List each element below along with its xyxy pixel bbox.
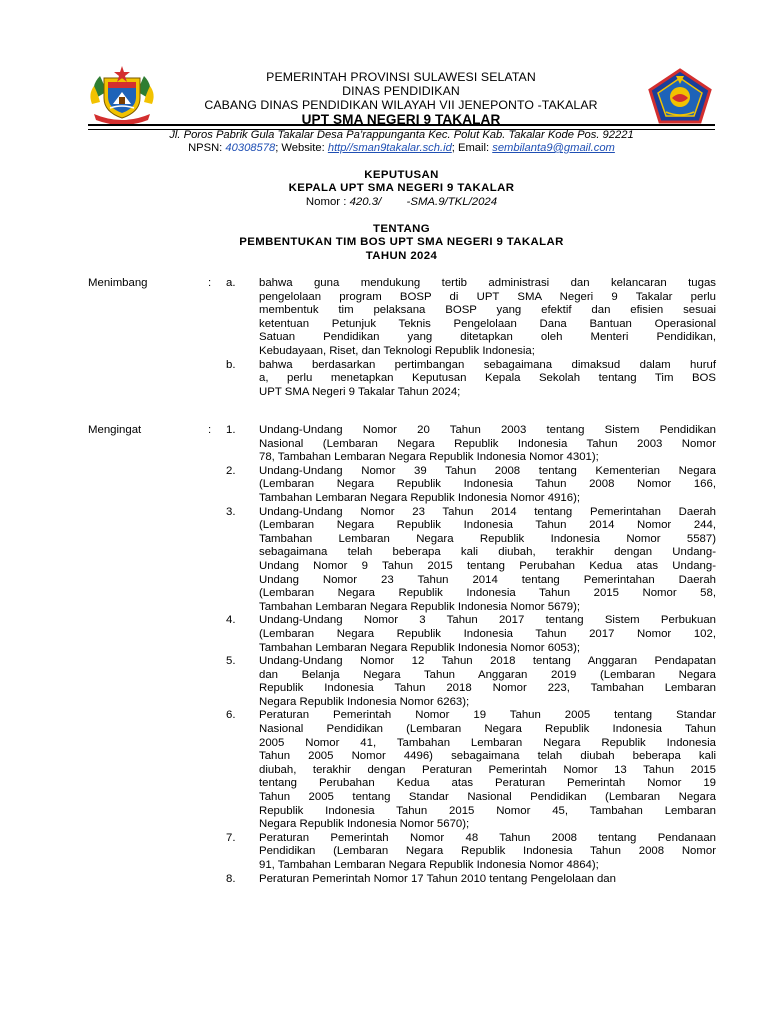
section-label: Mengingat (88, 424, 142, 436)
letterhead (86, 64, 716, 126)
item-text (259, 832, 716, 873)
text-line: (Lembaran Negara Republik Indonesia Tahun 2008 Nomor 166, (259, 478, 716, 491)
text-line: Undang Nomor 23 Tahun 2014 tentang Pemerintahan Daerah (259, 573, 716, 586)
list-item (88, 832, 716, 873)
section-colon: : (208, 424, 212, 436)
text-line: Kebudayaan, Riset, dan Teknologi Republik Indonesia; (259, 344, 535, 357)
school-name: UPT SMA NEGERI 9 TAKALAR (301, 112, 501, 127)
text-line: Nasional Pendidikan (Lembaran Negara Republik Indonesia Tahun (259, 723, 716, 736)
letterhead-contact (88, 129, 715, 155)
decree-issuer: KEPALA UPT SMA NEGERI 9 TAKALAR (288, 182, 515, 195)
npsn-number: 40308578 (225, 142, 276, 154)
text-line: bahwa guna mendukung tertib administrasi dan kelancaran tugas (259, 277, 716, 289)
website-link[interactable]: http//sman9takalar.sch.id (327, 142, 452, 154)
text-line: (Lembaran Negara Republik Indonesia Tahun 2014 Nomor 244, (259, 519, 716, 532)
school-emblem-logo (646, 68, 714, 126)
text-line: Nasional (Lembaran Negara Republik Indonesia Tahun 2003 Nomor (259, 437, 716, 450)
npsn-label: NPSN: (188, 142, 226, 154)
text-line: Peraturan Pemerintah Nomor 48 Tahun 2008 tentang Pendanaan (259, 831, 716, 844)
section-colon: : (208, 277, 212, 289)
item-text (259, 424, 716, 465)
text-line: Republik Indonesia Tahun 2015 Nomor 45, Tambahan Lembaran (259, 804, 716, 817)
section-menimbang (88, 277, 716, 399)
decree-year: TAHUN 2024 (365, 249, 438, 262)
list-item (88, 709, 716, 831)
text-line: Tambahan Lembaran Negara Republik Indonesia Nomor 6053); (259, 641, 581, 654)
item-text (259, 506, 716, 615)
text-line: Peraturan Pemerintah Nomor 19 Tahun 2005 tentang Standar (259, 709, 716, 722)
text-line: Undang-Undang Nomor 3 Tahun 2017 tentang Sistem Perbukuan (259, 614, 716, 627)
text-line: Undang-Undang Nomor 12 Tahun 2018 tentang Anggaran Pendapatan (259, 655, 716, 668)
decree-number-value: 420.3/ -SMA.9/TKL/2024 (349, 195, 498, 208)
list-item (88, 359, 716, 400)
item-text (259, 359, 716, 400)
text-line: Tahun 2005 tentang Standar Nasional Pendidikan (Lembaran Negara (259, 791, 716, 804)
item-number: 8. (226, 872, 236, 885)
text-line: UPT SMA Negeri 9 Takalar Tahun 2024; (259, 385, 461, 398)
text-line: (Lembaran Negara Republik Indonesia Tahun 2017 Nomor 102, (259, 627, 716, 640)
menimbang-list (88, 277, 716, 399)
item-number: a. (226, 277, 236, 289)
website-label: ; Website: (275, 142, 328, 154)
text-line: membentuk tim pelaksana BOSP yang efektif dan efisien sesuai (259, 304, 716, 317)
letterhead-rule-thick (88, 124, 715, 126)
text-line: ketentuan Petunjuk Teknis Pengelolaan Dana Bantuan Operasional (259, 317, 716, 330)
email-link[interactable]: sembilanta9@gmail.com (492, 142, 615, 154)
text-line: 91, Tambahan Lembaran Negara Republik Indonesia Nomor 4864); (259, 859, 599, 871)
item-text (259, 465, 716, 506)
item-text (259, 614, 716, 655)
province-emblem-logo (86, 64, 158, 126)
item-text (259, 655, 716, 709)
item-number: 2. (226, 464, 236, 477)
text-line: Undang Nomor 9 Tahun 2015 tentang Perubahan Kedua atas Undang- (259, 559, 716, 572)
decree-about-label: TENTANG (372, 223, 430, 235)
text-line: Undang-Undang Nomor 20 Tahun 2003 tentang Sistem Pendidikan (259, 424, 716, 436)
decree-number (88, 196, 715, 209)
decree-title: KEPUTUSAN (364, 169, 439, 181)
list-item (88, 655, 716, 709)
item-text (259, 709, 716, 831)
email-label: ; Email: (451, 142, 493, 154)
list-item (88, 873, 716, 887)
text-line: Undang-Undang Nomor 23 Tahun 2014 tentang Pemerintahan Daerah (259, 505, 716, 518)
decree-subject-block (88, 223, 715, 263)
text-line: Tambahan Lembaran Negara Republik Indonesia Nomor 4916); (259, 491, 581, 504)
text-line: bahwa berdasarkan pertimbangan sebagaimana dimaksud dalam huruf (259, 358, 716, 371)
text-line: Peraturan Pemerintah Nomor 17 Tahun 2010 tentang Pengelolaan dan (259, 872, 616, 885)
decree-subject: PEMBENTUKAN TIM BOS UPT SMA NEGERI 9 TAKALAR (239, 236, 564, 249)
text-line: (Lembaran Negara Republik Indonesia Tahun 2015 Nomor 58, (259, 587, 716, 600)
list-item (88, 277, 716, 359)
mengingat-list (88, 424, 716, 886)
item-text (259, 873, 716, 887)
item-text (259, 277, 716, 359)
text-line: Pendidikan (Lembaran Negara Republik Indonesia Tahun 2008 Nomor (259, 845, 716, 858)
text-line: Satuan Pendidikan yang ditetapkan oleh Menteri Pendidikan, (259, 331, 716, 344)
item-number: 7. (226, 831, 236, 844)
letterhead-text (156, 70, 646, 128)
item-number: b. (226, 358, 236, 371)
text-line: dan Belanja Negara Tahun Anggaran 2019 (Lembaran Negara (259, 668, 716, 681)
text-line: Republik Indonesia Tahun 2018 Nomor 223, Tambahan Lembaran (259, 682, 716, 695)
contact-line (88, 142, 715, 155)
text-line: pengelolaan program BOSP di UPT SMA Negeri 9 Takalar perlu (259, 290, 716, 303)
text-line: sebagaimana telah beberapa kali diubah, terakhir dengan Undang- (259, 546, 716, 559)
decree-heading (88, 169, 715, 209)
section-label: Menimbang (88, 277, 148, 289)
text-line: Tambahan Lembaran Negara Republik Indonesia Nomor 5587) (259, 532, 716, 545)
government-name: PEMERINTAH PROVINSI SULAWESI SELATAN (266, 70, 536, 84)
list-item (88, 506, 716, 615)
text-line: tentang Perubahan Kedua atas Peraturan Pemerintah Nomor 19 (259, 777, 716, 790)
branch-office-name: CABANG DINAS PENDIDIKAN WILAYAH VII JENEPONTO -TAKALAR (204, 98, 598, 112)
text-line: Tambahan Lembaran Negara Republik Indonesia Nomor 5679); (259, 600, 581, 613)
list-item (88, 424, 716, 465)
text-line: Tahun 2005 Nomor 4496) sebagaimana telah diubah beberapa kali (259, 750, 716, 763)
item-number: 5. (226, 655, 236, 668)
item-number: 6. (226, 709, 236, 722)
item-number: 3. (226, 505, 236, 518)
text-line: diubah, terakhir dengan Peraturan Pemerintah Nomor 13 Tahun 2015 (259, 763, 716, 776)
text-line: 78, Tambahan Lembaran Negara Republik Indonesia Nomor 4301); (259, 451, 599, 464)
text-line: Negara Republik Indonesia Nomor 5670); (259, 818, 470, 831)
list-item (88, 614, 716, 655)
section-mengingat (88, 424, 716, 886)
list-item (88, 465, 716, 506)
item-number: 1. (226, 424, 236, 436)
text-line: Undang-Undang Nomor 39 Tahun 2008 tentang Kementerian Negara (259, 464, 716, 477)
decree-number-label: Nomor : (305, 195, 350, 208)
text-line: 2005 Nomor 41, Tambahan Lembaran Negara Republik Indonesia (259, 736, 716, 749)
item-number: 4. (226, 614, 236, 627)
department-name: DINAS PENDIDIKAN (342, 84, 460, 98)
text-line: a, perlu menetapkan Keputusan Kepala Sekolah tentang Tim BOS (259, 372, 716, 385)
school-address: Jl. Poros Pabrik Gula Takalar Desa Pa’rappunganta Kec. Polut Kab. Takalar Kode Pos. 92221 (169, 129, 634, 141)
text-line: Negara Republik Indonesia Nomor 6263); (259, 695, 470, 708)
